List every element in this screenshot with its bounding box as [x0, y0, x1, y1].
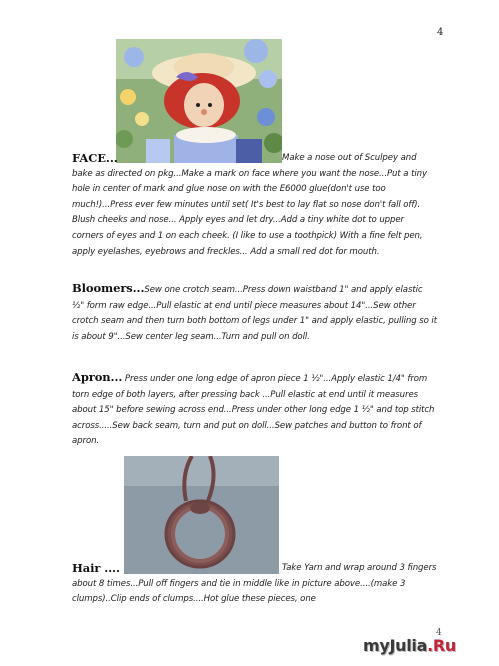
yarn-photo [124, 456, 279, 574]
page-number-top: 4 [437, 27, 444, 38]
face-section [72, 151, 437, 260]
apron-body: Press under one long edge of apron piece 1 ½"...Apply elastic 1/4" from torn edge of both layers, after pressing back ...Pull elastic at end until it measures about 15" before sewing across end...Press under other long edge 1 ½" and top stitch across.....Sew back seam, turn and put on doll...Sew patches and button to front of apron. [72, 374, 435, 447]
site-watermark [363, 636, 456, 655]
face-text-spacer [72, 151, 282, 166]
apron-section [72, 370, 437, 450]
doll-photo [116, 39, 282, 163]
bloomers-section [72, 281, 437, 345]
bloomers-body: Sew one crotch seam...Press down waistband 1" and apply elastic ½" form raw edge...Pull elastic at end until piece measures about 14"...Sew other crotch seam and then turn both bottom of legs under 1" and apply elastic, pulling so it is about 9"...Sew center leg seam...Turn and pull on doll. [72, 285, 437, 342]
watermark-name: myJulia [363, 636, 428, 655]
watermark-domain: .Ru [427, 636, 457, 655]
face-heading: FACE... [72, 151, 118, 165]
hair-text-spacer [72, 561, 282, 576]
hair-heading: Hair .... [72, 561, 120, 575]
hair-section [72, 561, 437, 608]
page-number-bottom: 4 [436, 628, 442, 638]
hair-body: Take Yarn and wrap around 3 fingers about 8 times...Pull off fingers and tie in middle like in picture above....(make 3 clumps)..Clip ends of clumps....Hot glue these pieces, one [72, 563, 437, 605]
apron-heading: Apron... [72, 370, 123, 384]
face-body: Make a nose out of Sculpey and bake as directed on pkg...Make a mark on face where you want the nose...Put a tiny hole in center of mark and glue nose on with the E6000 glue(don't use too much!)...Press ever few minutes until set( It's best to lay flat so nose don't fall off). Blush cheeks and nose... Apply eyes and let dry...Add a tiny white dot to upper corners of eyes and 1 on each cheek. (I like to use a toothpick) With a fine felt pen, apply eyelashes, eyebrows and freckles... Add a small red dot for mouth. [72, 153, 427, 257]
bloomers-heading: Bloomers... [72, 281, 145, 295]
